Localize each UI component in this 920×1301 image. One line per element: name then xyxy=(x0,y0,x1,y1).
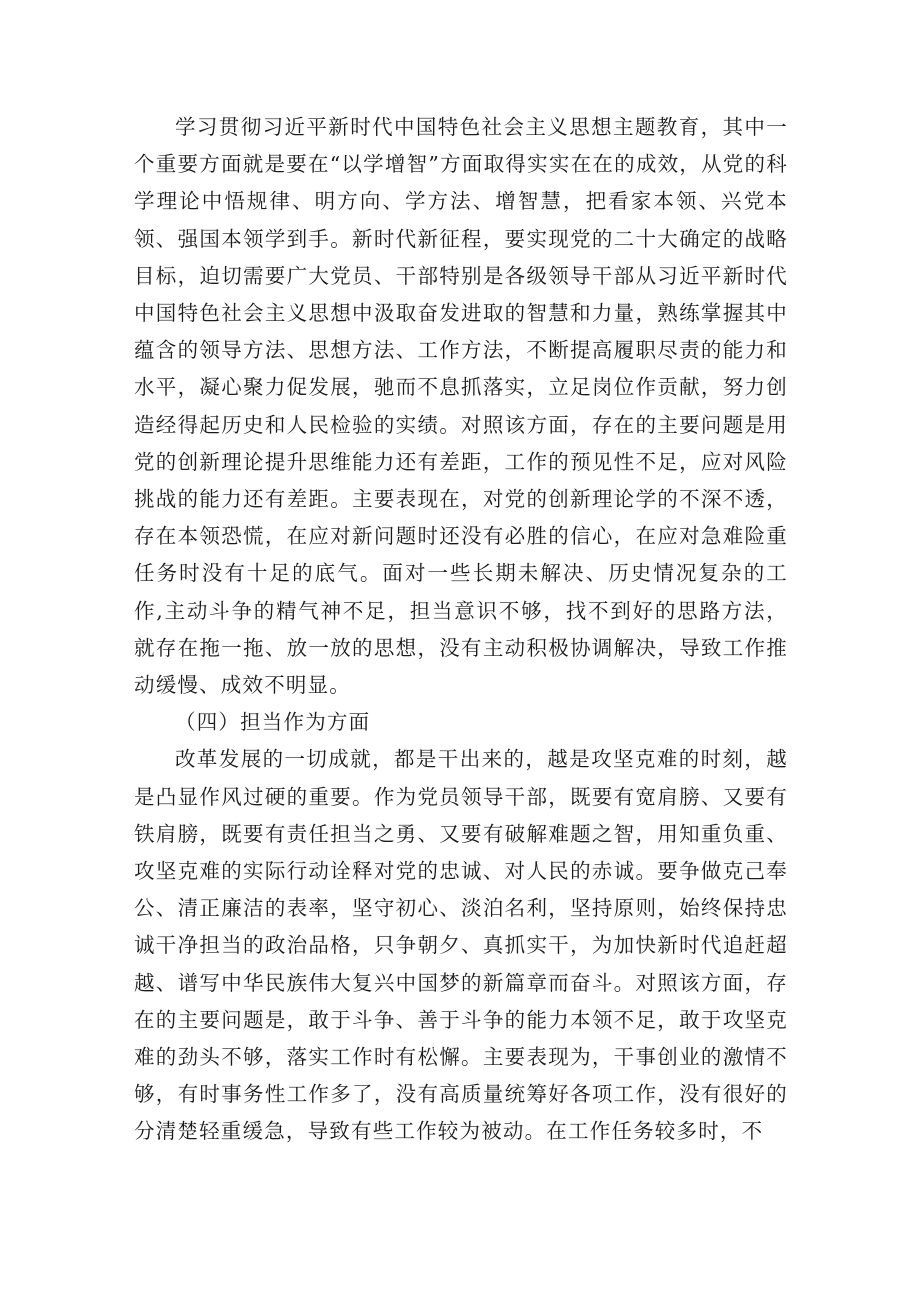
body-paragraph: 改革发展的一切成就，都是干出来的，越是攻坚克难的时刻，越是凸显作风过硬的重要。作为党员领导干部，既要有宽肩膀、又要有铁肩膀，既要有责任担当之勇、又要有破解难题之智，用知重负重、攻坚克难的实际行动诠释对党的忠诚、对人民的赤诚。要争做克己奉公、清正廉洁的表率，坚守初心、淡泊名利，坚持原则，始终保持忠诚干净担当的政治品格，只争朝夕、真抓实干，为加快新时代追赶超越、谱写中华民族伟大复兴中国梦的新篇章而奋斗。对照该方面，存在的主要问题是，敢于斗争、善于斗争的能力本领不足，敢于攻坚克难的劲头不够，落实工作时有松懈。主要表现为，干事创业的激情不够，有时事务性工作多了，没有高质量统筹好各项工作，没有很好的分清楚轻重缓急，导致有些工作较为被动。在工作任务较多时，不 xyxy=(134,747,788,1144)
section-heading: （四）担当作为方面 xyxy=(175,710,371,735)
body-paragraph: 学习贯彻习近平新时代中国特色社会主义思想主题教育，其中一个重要方面就是要在“以学增智”方面取得实实在在的成效，从党的科学理论中悟规律、明方向、学方法、增智慧，把看家本领、兴党本领、强国本领学到手。新时代新征程，要实现党的二十大确定的战略目标，迫切需要广大党员、干部特别是各级领导干部从习近平新时代中国特色社会主义思想中汲取奋发进取的智慧和力量，熟练掌握其中蕴含的领导方法、思想方法、工作方法，不断提高履职尽责的能力和水平，凝心聚力促发展，驰而不息抓落实，立足岗位作贡献，努力创造经得起历史和人民检验的实绩。对照该方面，存在的主要问题是用党的创新理论提升思维能力还有差距，工作的预见性不足，应对风险挑战的能力还有差距。主要表现在，对党的创新理论学的不深不透，存在本领恐慌，在应对新问题时还没有必胜的信心，在应对急难险重任务时没有十足的底气。面对一些长期未解决、历史情况复杂的工作,主动斗争的精气神不足，担当意识不够，找不到好的思路方法，就存在拖一拖、放一放的思想，没有主动积极协调解决，导致工作推动缓慢、成效不明显。 xyxy=(134,115,788,698)
